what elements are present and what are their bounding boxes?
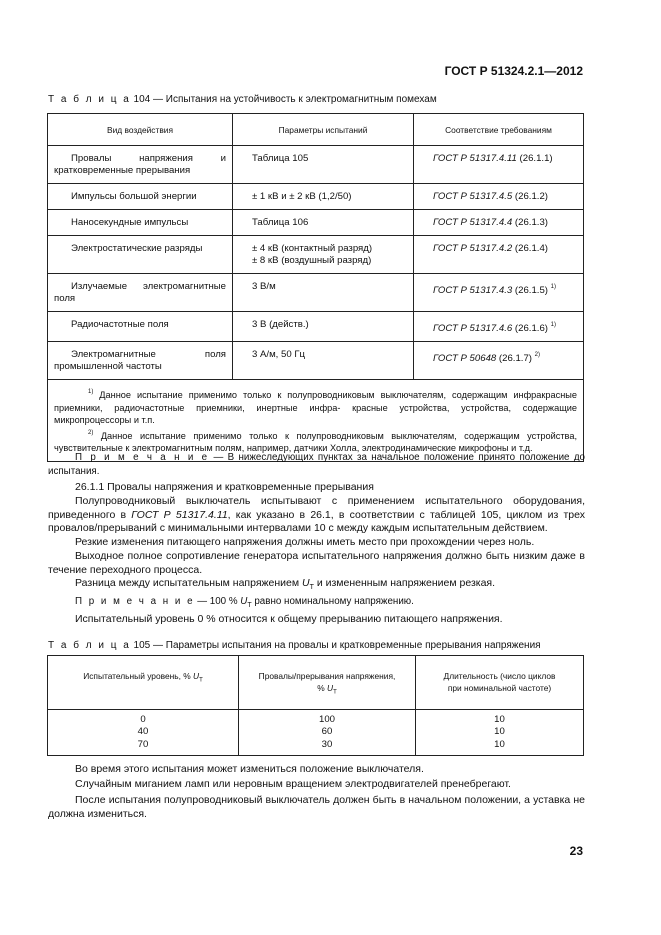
page-number: 23 <box>569 844 583 858</box>
footnote-2: $^{2)}$ Данное испытание применимо только к полупроводниковым выключателям, содержащим устройства, чувствительные к электромагнитным полям, например, датчики Холла, электродинамические микрофоны и т.д. <box>54 429 577 453</box>
paragraph-position-change: Во время этого испытания может измениться положение выключателя. <box>75 763 424 775</box>
table-104-caption: Т а б л и ц а 104 — Испытания на устойчивость к электромагнитным помехам <box>48 94 437 105</box>
table-footnotes <box>48 380 584 462</box>
table-row <box>48 184 584 210</box>
note-nominal-voltage: П р и м е ч а н и е — 100 % $U_T$ равно номинальному напряжению. <box>75 596 414 609</box>
table-105 <box>47 655 584 756</box>
table-row <box>48 236 584 274</box>
column-header-dips: Провалы/прерывания напряжения, % $U_T$ <box>239 656 416 710</box>
cell-effect: Электростатические разряды <box>48 236 233 274</box>
cell-effect: Излучаемые электромагнитные поля <box>48 274 233 312</box>
cell-params: 3 А/м, 50 Гц <box>233 342 414 380</box>
cell-effect: Провалы напряжения и кратковременные прерывания <box>48 146 233 184</box>
column-header-effect: Вид воздействия <box>48 114 233 146</box>
cell-compliance: ГОСТ Р 51317.4.11 (26.1.1) <box>414 146 584 184</box>
cell-cycles: 10 10 10 <box>416 709 584 756</box>
cell-params: 3 В/м <box>233 274 414 312</box>
cell-effect: Наносекундные импульсы <box>48 210 233 236</box>
paragraph-generator-impedance: Выходное полное сопротивление генератора испытательного напряжения должно быть низким даже в течение переходного процесса. <box>48 550 585 576</box>
table-footnotes-row <box>48 380 584 462</box>
cell-compliance: ГОСТ Р 50648 (26.1.7) $^{2)}$ <box>414 342 584 380</box>
paragraph-voltage-difference: Разница между испытательным напряжением $U_T$ и измененным напряжением резкая. <box>75 577 496 592</box>
column-header-compliance: Соответствие требованиям <box>414 114 584 146</box>
cell-test-levels: 0 40 70 <box>48 709 239 756</box>
cell-effect: Радиочастотные поля <box>48 312 233 342</box>
table-row <box>48 709 584 756</box>
paragraph-lamp-flicker: Случайным миганием ламп или неровным вращением электродвигателей пренебрегают. <box>75 778 511 790</box>
cell-compliance: ГОСТ Р 51317.4.2 (26.1.4) <box>414 236 584 274</box>
cell-effect: Электромагнитные поля промышленной частоты <box>48 342 233 380</box>
cell-params: Таблица 106 <box>233 210 414 236</box>
cell-params: Таблица 105 <box>233 146 414 184</box>
table-row <box>48 210 584 236</box>
column-header-duration: Длительность (число циклов при номинальной частоте) <box>416 656 584 710</box>
cell-compliance: ГОСТ Р 51317.4.5 (26.1.2) <box>414 184 584 210</box>
table-header-row <box>48 114 584 146</box>
cell-dips: 100 60 30 <box>239 709 416 756</box>
table-row <box>48 274 584 312</box>
section-26-1-1-heading: 26.1.1 Провалы напряжения и кратковременные прерывания <box>75 481 374 493</box>
table-104 <box>47 113 584 462</box>
paragraph-after-test: После испытания полупроводниковый выключатель должен быть в начальном положении, а уставка не должна измениться. <box>48 794 585 820</box>
footnote-mark: 1) <box>550 322 556 328</box>
table-header-row <box>48 656 584 710</box>
table-105-caption: Т а б л и ц а 105 — Параметры испытания на провалы и кратковременные прерывания напряжения <box>48 640 541 651</box>
document-header: ГОСТ Р 51324.2.1—2012 <box>444 64 583 78</box>
paragraph-level-zero: Испытательный уровень 0 % относится к общему прерыванию питающего напряжения. <box>75 613 503 625</box>
footnote-1: $^{1)}$ Данное испытание применимо только к полупроводниковым выключателям, содержащим инфракрасные приемники, радиочастотные приемники, инертные инфра- красные устройства, устройства, содержащие микропроцессоры и т.п. <box>54 389 577 425</box>
note-initial-position: П р и м е ч а н и е — В нижеследующих пунктах за начальное положение принято положение до испытания. <box>48 452 585 477</box>
cell-compliance: ГОСТ Р 51317.4.4 (26.1.3) <box>414 210 584 236</box>
table-row <box>48 312 584 342</box>
cell-params: ± 1 кВ и ± 2 кВ (1,2/50) <box>233 184 414 210</box>
cell-params: ± 4 кВ (контактный разряд) ± 8 кВ (воздушный разряд) <box>233 236 414 274</box>
table-row <box>48 342 584 380</box>
column-header-test-level: Испытательный уровень, % $U_T$ <box>48 656 239 710</box>
cell-params: 3 В (действ.) <box>233 312 414 342</box>
cell-effect: Импульсы большой энергии <box>48 184 233 210</box>
column-header-params: Параметры испытаний <box>233 114 414 146</box>
table-row <box>48 146 584 184</box>
paragraph-zero-crossing: Резкие изменения питающего напряжения должны иметь место при прохождении через ноль. <box>75 536 535 548</box>
cell-compliance: ГОСТ Р 51317.4.6 (26.1.6) $^{1)}$ <box>414 312 584 342</box>
footnote-mark: 2) <box>534 352 540 358</box>
footnote-mark: 1) <box>550 284 556 290</box>
paragraph-test-procedure: Полупроводниковый выключатель испытывают с применением испытательного оборудования, приведенного в ГОСТ Р 51317.4.11, как указано в 26.1, в соответствии с таблицей 105, циклом из трех провалов/прерываний с минимальными интервалами 10 с между каждым испытательным действием. <box>48 495 585 534</box>
cell-compliance: ГОСТ Р 51317.4.3 (26.1.5) $^{1)}$ <box>414 274 584 312</box>
